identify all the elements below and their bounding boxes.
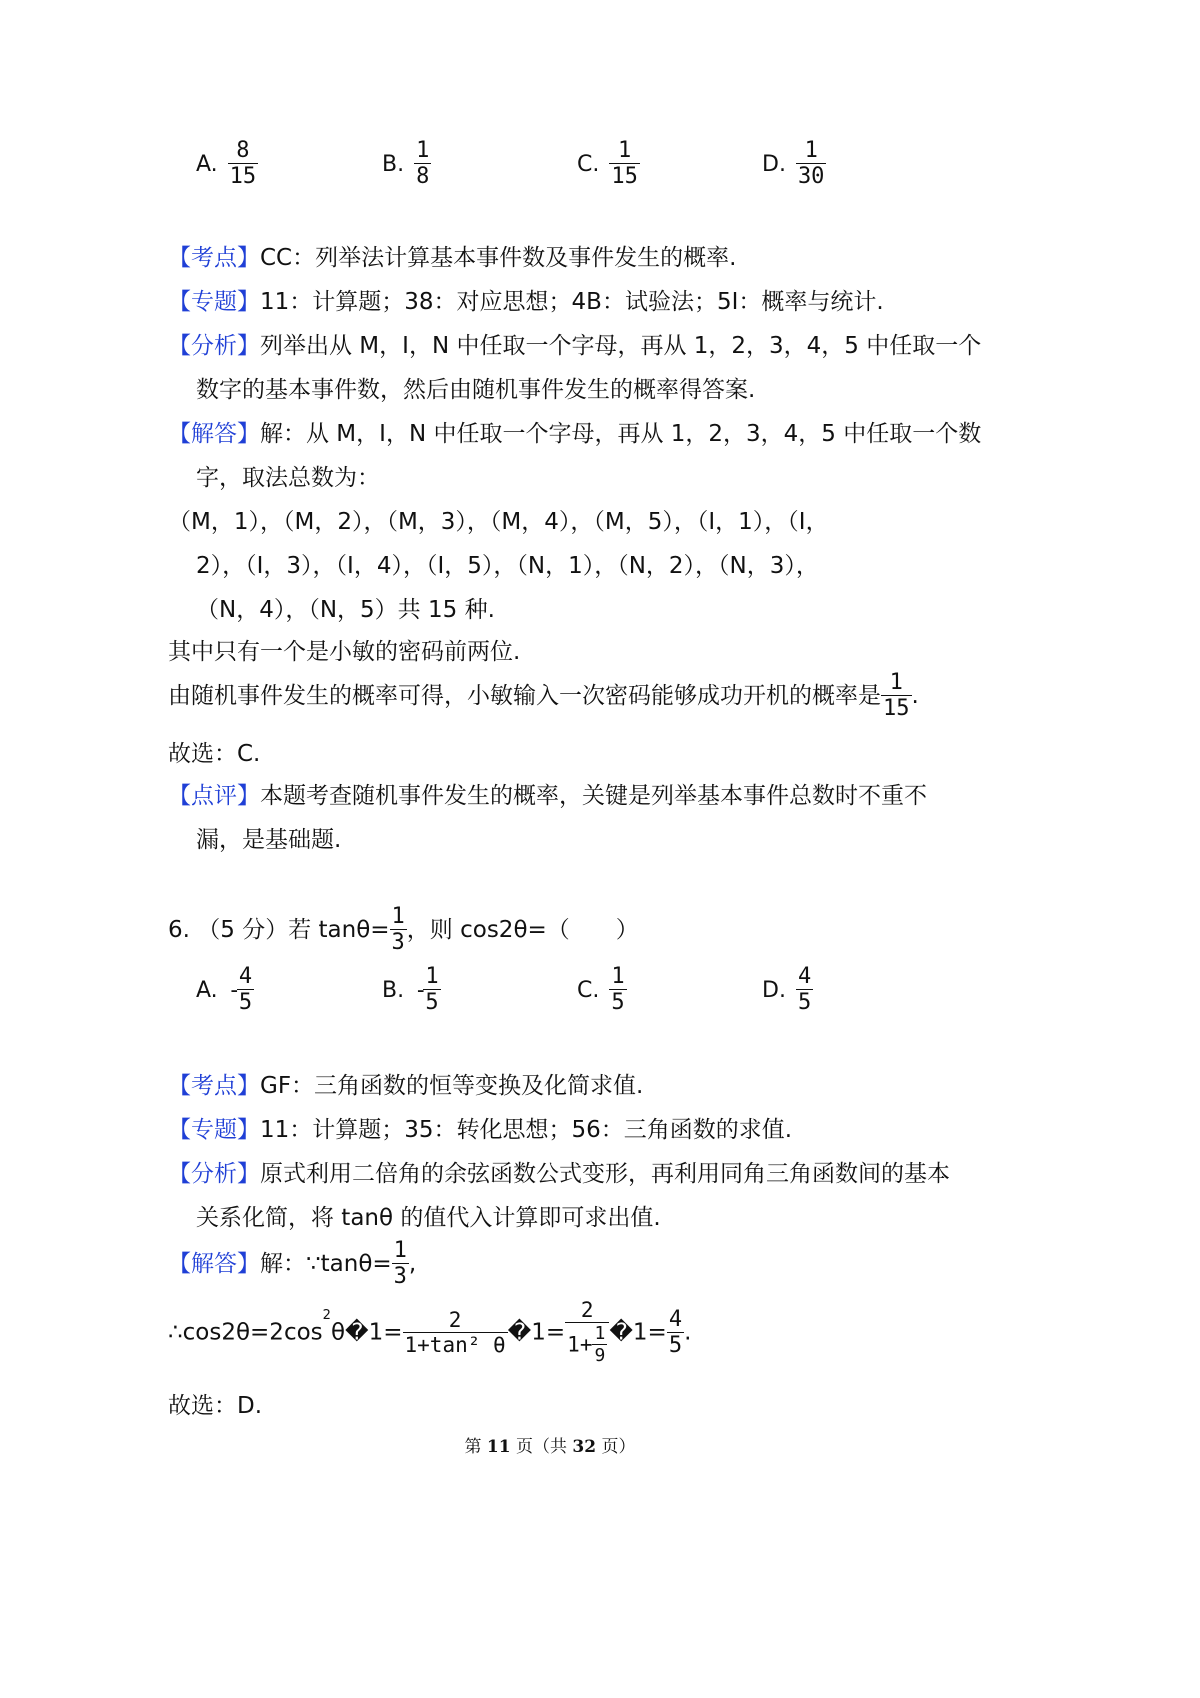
fraction: $\frac{1}{15}$ [883,670,910,721]
fraction: $\frac{1}{30}$ [797,138,825,189]
q5-list-line3: （N，4），（N，5）共 15 种. [196,597,495,623]
q5-kaodian: 【考点】CC：列举法计算基本事件数及事件发生的概率. [168,245,737,271]
fraction: $\frac{2}{\text{1+tan² θ}}$ [404,1307,506,1357]
fraction: $\frac{1}{3}$ [391,904,405,955]
q5-dianping-line2: 漏，是基础题. [196,827,342,853]
fraction: $\frac{1}{9}$ [594,1323,606,1366]
tag-jieda: 【解答】 [168,421,260,447]
fraction: 2 1+ $\frac{1}{9}$ [565,1300,609,1365]
q5-list-line1: （M，1），（M，2），（M，3），（M，4），（M，5），（I，1），（I， [168,509,829,535]
fraction: $\frac{8}{15}$ [229,138,257,189]
tag-kaodian: 【考点】 [168,245,260,271]
q6-zhuanti: 【专题】11：计算题；35：转化思想；56：三角函数的求值. [168,1117,793,1143]
page-footer: 第 11 页（共 32 页） [464,1437,636,1457]
fraction: $\frac{1}{5}$ [611,964,625,1015]
q5-prob: 由随机事件发生的概率可得，小敏输入一次密码能够成功开机的概率是 $\frac{1}{15}$ . [168,670,919,721]
tag-kaodian: 【考点】 [168,1073,260,1099]
option-label: D. [762,977,786,1003]
q6-jieda: 【解答】解：∵tanθ= $\frac{1}{3}$ , [168,1238,417,1289]
q6-answer: 故选：D. [168,1393,263,1419]
q5-option-d [762,140,826,188]
q6-fenxi: 【分析】原式利用二倍角的余弦函数公式变形，再利用同角三角函数间的基本 [168,1161,950,1187]
q6-option-d [762,966,813,1014]
fraction: $\frac{4}{5}$ [797,964,812,1015]
tag-fenxi: 【分析】 [168,333,260,359]
q5-zhuanti: 【专题】11：计算题；38：对应思想；4B：试验法；5I：概率与统计. [168,289,884,315]
q6-kaodian: 【考点】GF：三角函数的恒等变换及化简求值. [168,1073,644,1099]
tag-dianping: 【点评】 [168,783,260,809]
tag-zhuanti: 【专题】 [168,289,260,315]
option-label: A. [196,977,218,1003]
option-label: B. [382,151,405,177]
q6-option-c [577,966,627,1014]
q5-dianping: 【点评】本题考查随机事件发生的概率，关键是列举基本事件总数时不重不 [168,783,927,809]
q6-stem: 6. （5 分）若 tanθ= $\frac{1}{3}$ ，则 cos2θ=（ ） [168,904,639,955]
q5-fenxi: 【分析】列举出从 M，I，N 中任取一个字母，再从 1，2，3，4，5 中任取一个 [168,333,982,359]
fraction: $\frac{4}{5}$ [668,1306,683,1358]
q5-list-line2: 2），（I，3），（I，4），（I，5），（N，1），（N，2），（N，3）， [196,553,819,579]
q5-option-a [196,140,258,188]
q5-only-one: 其中只有一个是小敏的密码前两位. [168,639,521,665]
fraction: $\frac{1}{15}$ [611,138,638,189]
option-label: C. [577,151,600,177]
minus-sign: - [227,977,241,1003]
option-label: D. [762,151,786,177]
fraction: $\frac{1}{8}$ [416,138,430,189]
q5-option-c [577,140,640,188]
fraction: $\frac{4}{5}$ [238,964,253,1015]
q6-option-a [196,966,254,1014]
tag-fenxi: 【分析】 [168,1161,260,1187]
q5-option-b [382,140,431,188]
tag-jieda: 【解答】 [168,1251,260,1277]
fraction: $\frac{1}{3}$ [393,1238,407,1289]
minus-sign: - [414,977,428,1003]
q6-formula: $\therefore\cos 2\theta=2\cos^2\theta�1=$ $\frac{2}{\text{1+tan² θ}}$ �1= 2 1+ $\frac{1}{9}$ �1= $\frac{4}{5}$ . [168,1298,692,1366]
q6-option-b [382,966,441,1014]
q6-fenxi-line2: 关系化简，将 tanθ 的值代入计算即可求出值. [196,1205,661,1231]
fraction: $\frac{1}{5}$ [425,964,439,1015]
option-label: B. [382,977,405,1003]
q5-fenxi-line2: 数字的基本事件数，然后由随机事件发生的概率得答案. [196,377,756,403]
tag-zhuanti: 【专题】 [168,1117,260,1143]
option-label: A. [196,151,218,177]
option-label: C. [577,977,600,1003]
q5-jieda-line2: 字，取法总数为： [196,465,380,491]
q5-jieda: 【解答】解：从 M，I，N 中任取一个字母，再从 1，2，3，4，5 中任取一个数 [168,421,982,447]
q5-answer: 故选：C. [168,741,261,767]
